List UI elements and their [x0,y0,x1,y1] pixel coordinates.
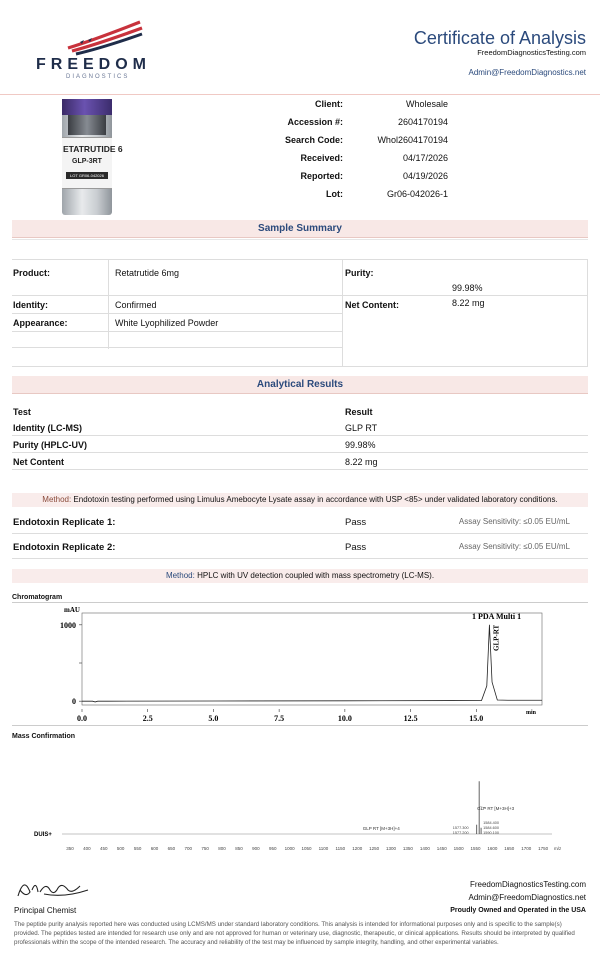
brand-subtitle: DIAGNOSTICS [66,74,130,80]
method-label: Method: [165,571,195,580]
hplc-method-bar [12,569,588,583]
method-text: HPLC with UV detection coupled with mass spectrometry (LC-MS). [197,571,435,580]
info-row-received [0,153,600,171]
info-row-client [0,99,600,117]
x-tick-label: 1250 [369,846,380,851]
endotoxin-row [12,535,588,559]
info-value: 2604170194 [397,117,448,127]
x-tick-label: 1300 [386,846,397,851]
net-content-label: Net Content: [345,300,399,310]
brand-logo [36,18,151,88]
info-value: Gr06-042026-1 [386,189,448,199]
x-tick-label: 500 [116,846,125,851]
info-value: Whol2604170194 [377,135,448,145]
method-label: Method: [42,495,72,504]
info-label: Search Code: [284,135,343,145]
endotoxin-method-bar [12,493,588,507]
peak-value-label: 1584.400 [483,821,499,825]
info-row-accession [0,117,600,135]
info-row-reported [0,171,600,189]
x-tick-label: 1450 [436,846,447,851]
peak-value-label: 1577.200 [452,831,469,835]
x-tick-label: 700 [184,846,193,851]
info-value: 04/19/2026 [402,171,448,181]
analytical-results-header: Analytical Results [12,376,588,394]
footer-email-link[interactable]: Admin@FreedomDiagnostics.net [468,893,586,902]
x-tick-label: 0.0 [77,714,87,723]
info-row-lot [0,189,600,207]
divider [12,313,342,314]
header-email-link[interactable]: Admin@FreedomDiagnostics.net [468,68,586,77]
info-label: Lot: [326,189,343,199]
divider [12,347,342,348]
chromatogram-panel [12,602,588,726]
x-tick-label: 1200 [352,846,363,851]
plot-frame [82,613,542,705]
endotoxin-name: Endotoxin Replicate 2: [13,542,116,553]
product-value: Retatrutide 6mg [115,268,180,278]
signature [14,872,94,902]
peak-label: GLP-RT [492,624,501,651]
net-content-value: 8.22 mg [452,298,485,308]
detector-label: 1 PDA Multi 1 [472,612,522,621]
endotoxin-sensitivity: Assay Sensitivity: ≤0.05 EU/mL [458,542,570,551]
x-tick-label: 400 [83,846,91,851]
vial-label-code: GLP-3RT [72,158,102,165]
info-value: Wholesale [405,99,448,109]
info-label: Client: [315,99,343,109]
divider [342,259,343,366]
test-result: 8.22 mg [345,457,378,467]
divider [587,259,588,366]
vial-label-product: ETATRUTIDE 6 [63,144,123,154]
info-row-search-code [0,135,600,153]
test-result: GLP RT [345,423,378,433]
x-tick-label: 550 [133,846,142,851]
table-row [12,436,588,453]
table-row [12,453,588,470]
appearance-value: White Lyophilized Powder [115,318,219,328]
sample-summary-header: Sample Summary [12,220,588,238]
x-unit-label: min [526,710,537,716]
test-name: Identity (LC-MS) [13,423,82,433]
info-value: 04/17/2026 [402,153,448,163]
flag-swoosh-icon [64,18,144,54]
peak-value-label: 1577.300 [452,826,469,830]
x-tick-label: 10.0 [337,714,352,723]
x-tick-label: 1050 [301,846,312,851]
x-tick-label: 650 [167,846,176,851]
x-tick-label: 850 [235,846,243,851]
x-tick-label: 5.0 [208,714,219,723]
x-tick-label: 1400 [419,846,430,851]
footer-owned-note: Proudly Owned and Operated in the USA [450,907,586,914]
endotoxin-result: Pass [345,517,367,528]
divider [12,366,588,367]
x-tick-label: 7.5 [274,714,285,723]
x-tick-label: 750 [201,846,209,851]
page-title: Certificate of Analysis [413,28,586,48]
chromatogram-trace [82,625,542,702]
endotoxin-row [12,510,588,534]
x-tick-label: 450 [100,846,108,851]
x-tick-label: 1550 [470,846,481,851]
x-tick-label: 15.0 [469,714,484,723]
y-tick-label: 1000 [60,620,76,630]
x-tick-label: 350 [66,846,74,851]
peak-value-label: 1590.100 [483,831,499,835]
sample-summary-table [12,239,588,367]
x-tick-label: 1150 [335,846,346,851]
test-name: Purity (HPLC-UV) [13,440,87,450]
x-tick-label: 1100 [318,846,329,851]
endotoxin-result: Pass [345,542,367,553]
x-tick-label: 1500 [453,846,464,851]
identity-value: Confirmed [115,300,157,310]
purity-value: 99.98% [452,283,483,293]
header [0,0,600,95]
disclaimer-text: The peptide purity analysis reported here was conducted using LCMS/MS under standard laboratory conditions. This analysis is intended for informational purposes only and is specific to the sample(s) provided. The peptides tested are intended for research use only and are not approved for human or veterinary use, diagnostic, therapeutic, or clinical applications. Results should be interpreted by qualified professionals within the scope of the intended research. The accuracy and reliability of the test may be influenced by sample integrity, handling, and other experimental variables. [14,921,575,946]
divider [12,331,342,332]
mass-spectrum-chart [12,742,588,858]
endotoxin-name: Endotoxin Replicate 1: [13,517,116,528]
x-tick-label: 1750 [538,846,549,851]
chemist-title: Principal Chemist [14,906,77,915]
annotation-minor: GLP RT [M+3H]+4 [362,826,400,831]
header-website-link[interactable]: FreedomDiagnosticsTesting.com [477,48,586,57]
endotoxin-sensitivity: Assay Sensitivity: ≤0.05 EU/mL [458,517,570,526]
x-tick-label: 1350 [402,846,413,851]
analytical-header-row [12,403,588,420]
x-tick-label: 2.5 [142,714,153,723]
info-label: Received: [300,153,343,163]
product-label: Product: [13,268,50,278]
annotation-main: GLP RT [M+3H]+3 [477,806,515,811]
info-label: Reported: [300,171,343,181]
peak-value-label: 1584.600 [483,826,499,830]
purity-label: Purity: [345,268,374,278]
divider [12,259,588,260]
brand-name: FREEDOM [36,56,151,73]
x-tick-label: 1700 [521,846,532,851]
appearance-label: Appearance: [13,318,68,328]
axis-name: DUIS+ [34,832,52,838]
mass-panel [12,742,588,858]
col-result-header: Result [345,407,373,417]
table-row [12,419,588,436]
vial-label-lot: LOT GR06-042026 [66,172,108,179]
test-result: 99.98% [345,440,376,450]
identity-label: Identity: [13,300,48,310]
chromatogram-chart [12,603,588,727]
x-tick-label: 600 [150,846,159,851]
chromatogram-heading: Chromatogram [12,594,63,601]
x-tick-label: 12.5 [403,714,418,723]
divider [12,295,588,296]
divider [12,239,588,240]
footer-website-link[interactable]: FreedomDiagnosticsTesting.com [469,880,586,889]
x-tick-label: 950 [269,846,277,851]
col-test-header: Test [13,407,31,417]
method-text: Endotoxin testing performed using Limulus Amebocyte Lysate assay in accordance with USP <85> under validated laboratory conditions. [73,495,558,504]
x-unit-label: m/z [554,846,562,851]
test-name: Net Content [13,457,64,467]
y-tick-label: 0 [72,697,76,707]
y-unit-label: mAU [64,606,80,614]
x-tick-label: 900 [252,846,260,851]
x-tick-label: 1600 [487,846,498,851]
x-tick-label: 1000 [284,846,295,851]
mass-heading: Mass Confirmation [12,733,76,740]
x-tick-label: 1650 [504,846,515,851]
x-tick-label: 800 [218,846,226,851]
info-label: Accession #: [287,117,343,127]
divider [108,259,109,349]
